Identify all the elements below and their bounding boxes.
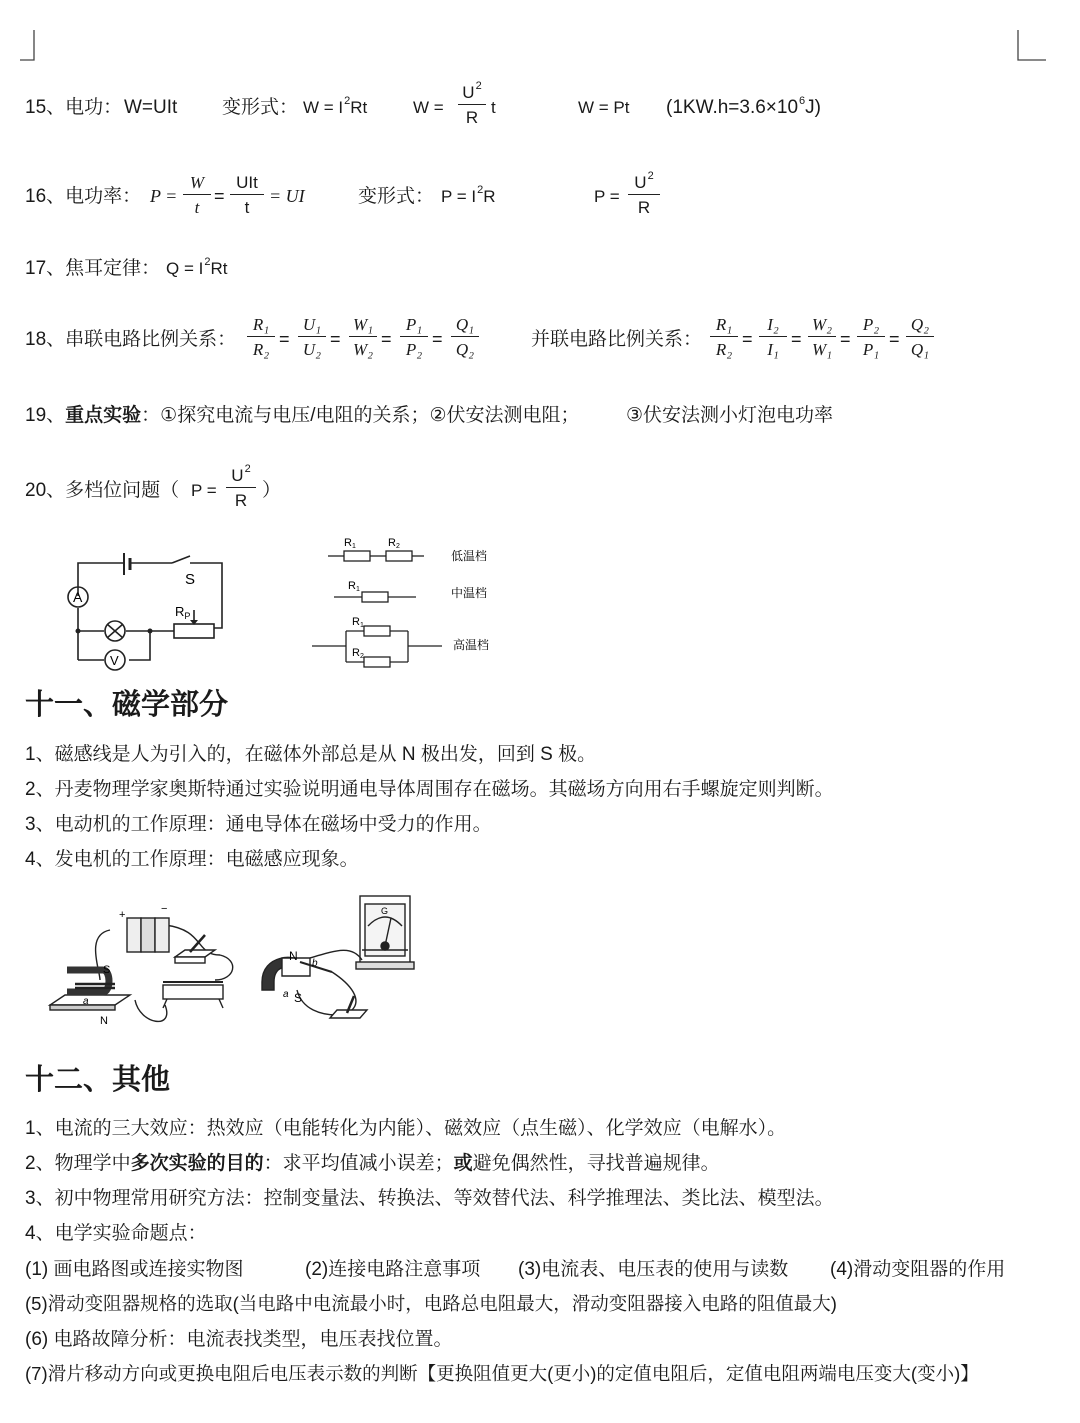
point-2: (2)连接电路注意事项	[305, 1259, 481, 1280]
high-gear-label: 高温档	[453, 638, 490, 652]
formula-16-variant-label: 变形式：	[358, 186, 435, 207]
ratio-equals: =	[279, 329, 290, 349]
motor-s-label: S	[103, 964, 111, 976]
parallel-label: 并联电路比例关系：	[531, 329, 703, 350]
ratio-fraction: P₁ P₂	[400, 316, 428, 358]
label-18: 18、串联电路比例关系：	[25, 329, 237, 350]
formula-15-v2-left: W =	[413, 98, 444, 117]
point-3: (3)电流表、电压表的使用与读数	[518, 1259, 789, 1280]
ratio-fraction: U₁ U₂	[298, 316, 326, 358]
section-12-item-2: 2、物理学中多次实验的目的：求平均值减小误差；或避免偶然性，寻找普遍规律。	[25, 1153, 720, 1174]
ratio-equals: =	[840, 329, 851, 349]
ratio-equals: =	[381, 329, 392, 349]
mid-gear-label: 中温档	[451, 586, 488, 600]
formula-20-close: ）	[262, 480, 282, 501]
rheostat-label: $R_P$	[175, 604, 191, 621]
ratio-fraction: I₂ I₁	[759, 316, 787, 358]
label-20: 20、多档位问题（	[25, 480, 180, 501]
generator-s-label: S	[294, 991, 303, 1005]
ratio-fraction: R₁ R₂	[710, 316, 738, 358]
formula-16-v2-left: P =	[594, 187, 620, 206]
ratio-fraction: Q₁ Q₂	[451, 316, 479, 358]
point-4: (4)滑动变阻器的作用	[830, 1259, 1006, 1280]
heater-r1-low: R1	[344, 537, 356, 550]
ratio-equals: =	[791, 329, 802, 349]
motor-minus-label: −	[161, 903, 168, 915]
voltmeter-label: V	[110, 653, 119, 668]
heater-r2-high: R2	[352, 647, 364, 660]
heater-r1-mid: R1	[348, 580, 360, 593]
generator-b-label: b	[312, 958, 318, 969]
section-12-item-3: 3、初中物理常用研究方法：控制变量法、转换法、等效替代法、科学推理法、类比法、模型法。	[25, 1188, 834, 1209]
formula-15-v2-fraction: $U^2$ R	[458, 84, 486, 126]
section-12-item-1: 1、电流的三大效应：热效应（电能转化为内能）、磁效应（点生磁）、化学效应（电解水）。	[25, 1118, 787, 1139]
point-6: (6) 电路故障分析：电流表找类型，电压表找位置。	[25, 1329, 453, 1350]
label-19-bold: 重点实验	[65, 405, 142, 426]
section-12-item-4: 4、电学实验命题点：	[25, 1223, 207, 1244]
section-12-title: 十二、其他	[25, 1064, 171, 1096]
label-15: 15、电功：	[25, 97, 123, 118]
point-5: (5)滑动变阻器规格的选取(当电路中电流最小时，电路总电阻最大，滑动变阻器接入电路的阻值最大)	[25, 1293, 837, 1314]
ratio-fraction: W₁ W₂	[349, 316, 377, 358]
heater-gear-diagram	[308, 532, 508, 672]
generator-n-label: N	[289, 949, 298, 963]
circuit-diagram	[62, 548, 232, 673]
section-11-item-4: 4、发电机的工作原理：电磁感应现象。	[25, 849, 359, 870]
formula-16-p: P =	[150, 186, 178, 206]
crop-mark-right	[1016, 30, 1048, 62]
motor-a-label: a	[83, 996, 89, 1007]
ratio-fraction: R₁ R₂	[247, 316, 275, 358]
motor-plus-label: +	[119, 909, 126, 921]
formula-15-note: $(1KW.h=3.6\times 10^6J)$	[666, 95, 821, 118]
label-19: 19、重点实验：①探究电流与电压/电阻的关系；②伏安法测电阻；	[25, 405, 580, 426]
formula-15-main: W=UIt	[124, 97, 178, 118]
switch-label: S	[185, 571, 196, 588]
section-11-title: 十一、磁学部分	[25, 689, 229, 721]
label-19-text2: ③伏安法测小灯泡电功率	[626, 405, 834, 426]
ratio-equals: =	[330, 329, 341, 349]
formula-15-v3: W = Pt	[578, 98, 630, 117]
heater-r2-low: R2	[388, 537, 400, 550]
formula-15-variant-label: 变形式：	[222, 97, 299, 118]
formula-20-p: P =	[191, 481, 217, 500]
ratio-equals: =	[742, 329, 753, 349]
section-11-item-1: 1、磁感线是人为引入的，在磁体外部总是从 N 极出发，回到 S 极。	[25, 744, 597, 765]
formula-16-v2-fraction: $U^2$ R	[628, 174, 660, 216]
formula-16-eq1: =	[214, 186, 225, 206]
ammeter-label: A	[73, 589, 83, 605]
heater-r1-high: R1	[352, 616, 364, 629]
ratio-fraction: P₂ P₁	[857, 316, 885, 358]
formula-15-v1: $W = I^2Rt$	[303, 95, 368, 117]
label-17: 17、焦耳定律：	[25, 258, 161, 279]
point-1: (1) 画电路图或连接实物图	[25, 1259, 244, 1280]
generator-g-label: G	[381, 906, 389, 916]
low-gear-label: 低温档	[451, 549, 488, 563]
formula-20-fraction: $U^2$ R	[226, 467, 256, 509]
ratio-equals: =	[432, 329, 443, 349]
generator-a-label: a	[283, 989, 289, 1000]
formula-17-expr: $Q = I^2Rt$	[166, 256, 228, 278]
point-7: (7)滑片移动方向或更换电阻后电压表示数的判断【更换阻值更大(更小)的定值电阻后，定值电阻两端电压变大(变小)】	[25, 1363, 979, 1384]
section-11-item-3: 3、电动机的工作原理：通电导体在磁场中受力的作用。	[25, 814, 492, 835]
formula-16-v1: $P = I^2R$	[441, 184, 496, 206]
formula-16-f2: UIt t	[230, 174, 264, 216]
generator-experiment-illustration	[252, 890, 422, 1030]
formula-15-v2-right: t	[491, 98, 496, 117]
label-16: 16、电功率：	[25, 186, 142, 207]
ratio-fraction: Q₂ Q₁	[906, 316, 934, 358]
crop-mark-left	[20, 30, 40, 62]
motor-experiment-illustration	[45, 900, 245, 1035]
section-11-item-2: 2、丹麦物理学家奥斯特通过实验说明通电导体周围存在磁场。其磁场方向用右手螺旋定则判断。	[25, 779, 834, 800]
motor-n-label: N	[100, 1015, 108, 1027]
ratio-equals: =	[889, 329, 900, 349]
formula-16-eq2: = UI	[269, 186, 305, 206]
formula-16-f1: W t	[183, 174, 211, 216]
ratio-fraction: W₂ W₁	[808, 316, 836, 358]
